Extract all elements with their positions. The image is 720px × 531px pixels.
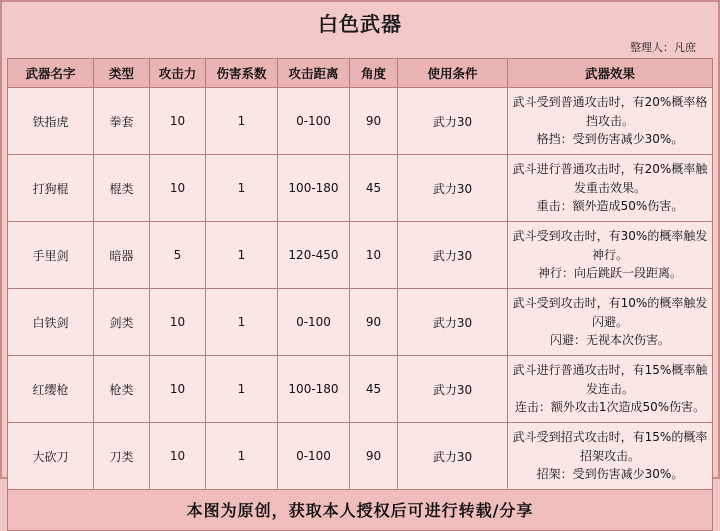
effect-line: 武斗进行普通攻击时，有15%概率触 [512, 363, 708, 378]
cell-range: 0-100 [278, 88, 350, 155]
column-header-range: 攻击距离 [278, 59, 350, 88]
cell-coefficient: 1 [206, 356, 278, 423]
page-title: 白色武器 [318, 12, 402, 36]
effect-line: 神行。 [591, 247, 628, 262]
effect-line: 闪避。 [591, 314, 628, 329]
column-header-type: 类型 [94, 59, 150, 88]
effect-line: 重击：额外造成50%伤害。 [536, 199, 684, 214]
cell-attack: 10 [150, 88, 206, 155]
cell-coefficient: 1 [206, 289, 278, 356]
cell-attack: 10 [150, 356, 206, 423]
cell-range: 0-100 [278, 423, 350, 490]
effect-line: 连击：额外攻击1次造成50%伤害。 [514, 400, 706, 415]
table-row [8, 155, 713, 222]
footer-notice: 本图为原创，获取本人授权后可进行转载/分享 [7, 490, 713, 531]
cell-weapon-name: 打狗棍 [8, 155, 94, 222]
cell-condition: 武力30 [398, 423, 508, 490]
table-row [8, 222, 713, 289]
table-header-row [8, 59, 713, 88]
cell-weapon-name: 大砍刀 [8, 423, 94, 490]
cell-condition: 武力30 [398, 88, 508, 155]
cell-attack: 10 [150, 289, 206, 356]
effect-line: 神行：向后跳跃一段距离。 [537, 266, 682, 281]
cell-effect [508, 155, 713, 222]
cell-coefficient: 1 [206, 155, 278, 222]
weapons-table [7, 58, 713, 490]
cell-angle: 90 [350, 88, 398, 155]
cell-range: 100-180 [278, 356, 350, 423]
credit-line: 整理人：凡庶 [630, 41, 696, 54]
cell-weapon-type: 刀类 [94, 423, 150, 490]
table-row [8, 423, 713, 490]
cell-range: 0-100 [278, 289, 350, 356]
cell-angle: 90 [350, 289, 398, 356]
column-header-condition: 使用条件 [398, 59, 508, 88]
table-row [8, 356, 713, 423]
column-header-angle: 角度 [350, 59, 398, 88]
cell-weapon-type: 拳套 [94, 88, 150, 155]
cell-coefficient: 1 [206, 88, 278, 155]
column-header-attack: 攻击力 [150, 59, 206, 88]
cell-angle: 10 [350, 222, 398, 289]
cell-angle: 45 [350, 356, 398, 423]
cell-condition: 武力30 [398, 289, 508, 356]
cell-condition: 武力30 [398, 356, 508, 423]
column-header-effect: 武器效果 [508, 59, 713, 88]
column-header-name: 武器名字 [8, 59, 94, 88]
cell-attack: 10 [150, 423, 206, 490]
effect-line: 招架：受到伤害减少30%。 [536, 467, 684, 482]
cell-weapon-type: 暗器 [94, 222, 150, 289]
effect-line: 武斗受到攻击时，有10%的概率触发 [512, 296, 708, 311]
table-row [8, 88, 713, 155]
cell-attack: 5 [150, 222, 206, 289]
cell-effect [508, 423, 713, 490]
cell-angle: 45 [350, 155, 398, 222]
cell-weapon-type: 棍类 [94, 155, 150, 222]
cell-effect [508, 88, 713, 155]
cell-coefficient: 1 [206, 423, 278, 490]
effect-line: 武斗进行普通攻击时，有20%概率触 [512, 162, 708, 177]
cell-condition: 武力30 [398, 222, 508, 289]
cell-weapon-name: 手里剑 [8, 222, 94, 289]
effect-line: 格挡：受到伤害减少30%。 [536, 132, 684, 147]
effect-line: 武斗受到攻击时，有30%的概率触发 [512, 229, 708, 244]
cell-condition: 武力30 [398, 155, 508, 222]
cell-range: 120-450 [278, 222, 350, 289]
effect-line: 招架攻击。 [579, 448, 640, 463]
cell-weapon-name: 白铁剑 [8, 289, 94, 356]
cell-angle: 90 [350, 423, 398, 490]
effect-line: 武斗受到普通攻击时，有20%概率格 [512, 95, 708, 110]
column-header-coefficient: 伤害系数 [206, 59, 278, 88]
cell-weapon-name: 红缨枪 [8, 356, 94, 423]
cell-range: 100-180 [278, 155, 350, 222]
cell-effect [508, 222, 713, 289]
cell-weapon-name: 铁指虎 [8, 88, 94, 155]
effect-line: 发重击效果。 [573, 180, 646, 195]
table-row [8, 289, 713, 356]
effect-line: 挡攻击。 [585, 113, 634, 128]
effect-line: 闪避：无视本次伤害。 [549, 333, 670, 348]
cell-weapon-type: 剑类 [94, 289, 150, 356]
cell-effect [508, 289, 713, 356]
cell-attack: 10 [150, 155, 206, 222]
effect-line: 发连击。 [585, 381, 634, 396]
cell-weapon-type: 枪类 [94, 356, 150, 423]
cell-effect [508, 356, 713, 423]
effect-line: 武斗受到招式攻击时，有15%的概率 [512, 430, 708, 445]
cell-coefficient: 1 [206, 222, 278, 289]
